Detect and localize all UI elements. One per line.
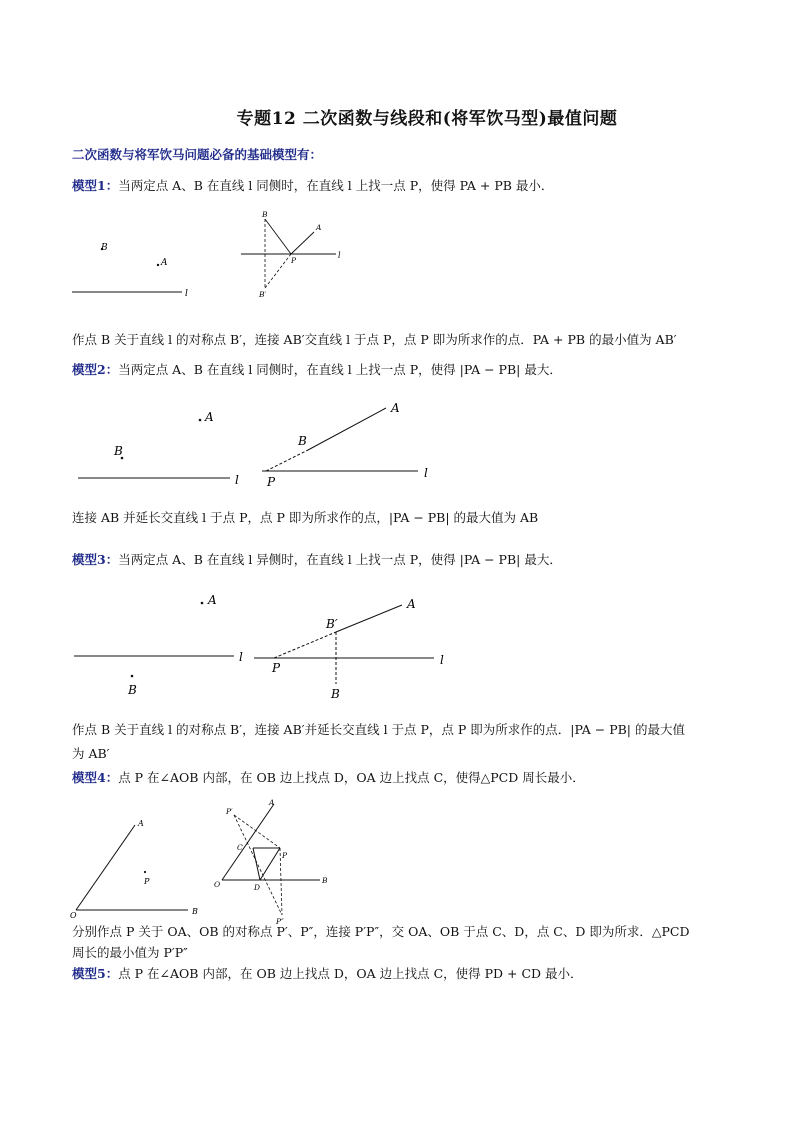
label-a: A [205, 410, 214, 424]
label-p: P [144, 877, 150, 886]
label-p: P [282, 851, 288, 860]
label-p: P [272, 661, 281, 675]
model-2-label: 模型2： [72, 362, 119, 377]
label-b: B [101, 243, 108, 253]
label-l: l [440, 653, 444, 667]
model-1-explanation: 作点 B 关于直线 l 的对称点 B′，连接 AB′交直线 l 于点 P，点 P 即为所求作的点．PA + PB 的最小值为 AB′ [72, 332, 677, 347]
label-b: B [192, 907, 198, 916]
label-l: l [239, 650, 243, 664]
label-p: P [291, 256, 297, 265]
model-1-statement [72, 176, 553, 196]
model-3-explanation-1: 作点 B 关于直线 l 的对称点 B′，连接 AB′并延长交直线 l 于点 P，点 P 即为所求作的点．|PA − PB| 的最大值 [72, 722, 685, 737]
label-l: l [185, 289, 188, 299]
label-a: A [316, 223, 322, 232]
label-l: l [338, 251, 341, 260]
model-1-label: 模型1： [72, 178, 119, 193]
model-5-text: 点 P 在∠AOB 内部，在 OB 边上找点 D，OA 边上找点 C，使得 PD + CD 最小． [118, 966, 583, 981]
label-a: A [269, 798, 275, 807]
model-2-figure-right [258, 400, 438, 492]
model-3-figure-right [252, 592, 452, 704]
label-a: A [391, 401, 400, 415]
label-b: B [128, 683, 137, 697]
model-3-text: 当两定点 A、B 在直线 l 异侧时，在直线 l 上找一点 P，使得 |PA − PB| 最大． [118, 552, 562, 567]
label-a: A [407, 597, 416, 611]
label-b-prime: B′ [326, 617, 338, 631]
model-4-text: 点 P 在∠AOB 内部，在 OB 边上找点 D，OA 边上找点 C，使得△PCD 周长最小． [118, 770, 585, 785]
label-b: B [331, 687, 340, 701]
model-1-figure-right [238, 208, 348, 303]
model-4-label: 模型4： [72, 770, 119, 785]
model-3-statement [72, 550, 562, 570]
model-3-figure-left [72, 590, 262, 700]
label-o: O [214, 880, 221, 889]
section-subtitle: 二次函数与将军饮马问题必备的基础模型有： [72, 147, 323, 162]
model-4-figure-left [70, 815, 210, 920]
label-p-prime: P′ [226, 807, 233, 816]
label-l: l [424, 466, 428, 480]
model-2-explanation: 连接 AB 并延长交直线 l 于点 P，点 P 即为所求作的点，|PA − PB| 的最大值为 AB [72, 510, 539, 525]
model-1-text: 当两定点 A、B 在直线 l 同侧时，在直线 l 上找一点 P，使得 PA + PB 最小． [118, 178, 554, 193]
label-a: A [208, 593, 217, 607]
model-2-figure-left [72, 405, 252, 485]
model-4-statement [72, 768, 585, 788]
model-1-figure-left [72, 240, 202, 300]
label-p: P [267, 475, 276, 489]
model-5-label: 模型5： [72, 966, 119, 981]
label-c: C [237, 843, 243, 852]
model-3-label: 模型3： [72, 552, 119, 567]
page-title: 专题12 二次函数与线段和(将军饮马型)最值问题 [236, 109, 618, 129]
label-l: l [235, 473, 239, 487]
model-5-statement [72, 964, 583, 984]
label-b: B [114, 444, 123, 458]
label-b: B [262, 210, 268, 219]
label-a: A [138, 819, 144, 828]
label-b: B [298, 434, 307, 448]
model-4-explanation-2: 周长的最小值为 P′P″ [72, 945, 188, 960]
model-2-text: 当两定点 A、B 在直线 l 同侧时，在直线 l 上找一点 P，使得 |PA − PB| 最大． [118, 362, 562, 377]
model-4-figure-right [212, 800, 342, 925]
label-p-double-prime: P″ [276, 917, 284, 926]
label-a: A [161, 258, 168, 268]
label-b: B [322, 876, 328, 885]
model-3-explanation-2: 为 AB′ [72, 746, 110, 761]
label-b-prime: B′ [259, 290, 267, 299]
label-o: O [70, 911, 77, 920]
model-4-explanation-1: 分别作点 P 关于 OA、OB 的对称点 P′、P″，连接 P′P″，交 OA、OB 于点 C、D，点 C、D 即为所求．△PCD [72, 924, 690, 939]
label-d: D [254, 883, 261, 892]
model-2-statement [72, 360, 562, 380]
